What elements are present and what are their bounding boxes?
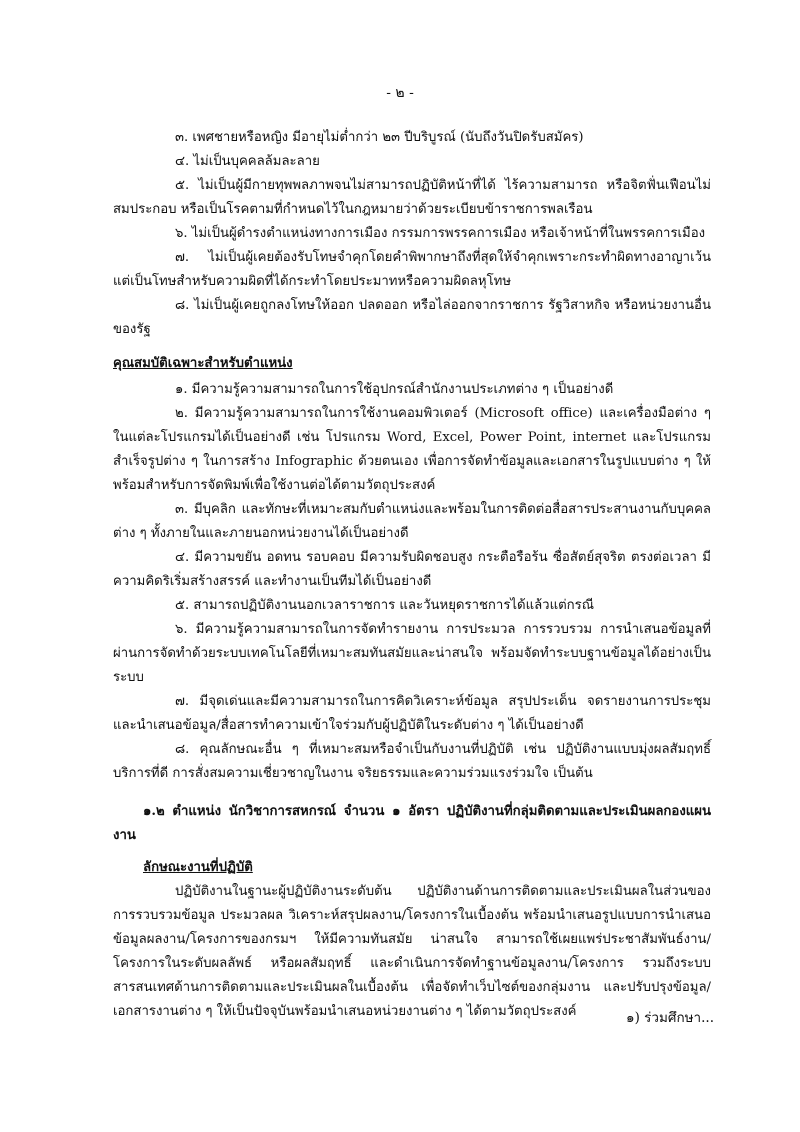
specific-qualification-item: ๗. มีจุดเด่นและมีความสามารถในการคิดวิเคราะห์ข้อมูล สรุปประเด็น จดรายงานการประชุม และนำเสนอข้อมูล/สื่อสารทำความเข้าใจร่วมกับผู้ปฏิบัติในระดับต่าง ๆ ได้เป็นอย่างดี <box>113 694 711 733</box>
qualification-item: ๕. ไม่เป็นผู้มีกายทุพพลภาพจนไม่สามารถปฏิบัติหน้าที่ได้ ไร้ความสามารถ หรือจิตฟั่นเฟือนไม่สมประกอบ หรือเป็นโรคตามที่กำหนดไว้ในกฎหมายว่าด้วยระเบียบข้าราชการพลเรือน <box>113 178 711 217</box>
specific-qualification-item: ๓. มีบุคลิก และทักษะที่เหมาะสมกับตำแหน่งและพร้อมในการติดต่อสื่อสารประสานงานกับบุคคลต่าง ๆ ทั้งภายในและภายนอกหน่วยงานได้เป็นอย่างดี <box>113 502 711 541</box>
document-body <box>113 126 711 1024</box>
qualification-item: ๗. ไม่เป็นผู้เคยต้องรับโทษจำคุกโดยคำพิพากษาถึงที่สุดให้จำคุกเพราะกระทำผิดทางอาญาเว้นแต่เป็นโทษสำหรับความผิดที่ได้กระทำโดยประมาทหรือความผิดลหุโทษ <box>113 250 711 289</box>
qualification-item: ๘. ไม่เป็นผู้เคยถูกลงโทษให้ออก ปลดออก หรือไล่ออกจากราชการ รัฐวิสาหกิจ หรือหน่วยงานอื่นของรัฐ <box>113 298 711 337</box>
duty-description: ปฏิบัติงานในฐานะผู้ปฏิบัติงานระดับต้น ปฏิบัติงานด้านการติดตามและประเมินผลในส่วนของการรวบรวมข้อมูล ประมวลผล วิเคราะห์สรุปผลงาน/โครงการในเบื้องต้น พร้อมนำเสนอรูปแบบการนำเสนอข้อมูลผลงาน/โครงการของกรมฯ ให้มีความทันสมัย น่าสนใจ สามารถใช้เผยแพร่ประชาสัมพันธ์งาน/โครงการในระดับผลลัพธ์ หรือผลสัมฤทธิ์ และดำเนินการจัดทำฐานข้อมูลงาน/โครงการ รวมถึงระบบสารสนเทศด้านการติดตามและประเมินผลในเบื้องต้น เพื่อจัดทำเว็บไซต์ของกลุ่มงาน และปรับปรุงข้อมูล/เอกสารงานต่าง ๆ ให้เป็นปัจจุบันพร้อมนำเสนอหน่วยงานต่าง ๆ ได้ตามวัตถุประสงค์ <box>113 884 711 1019</box>
specific-qualification-item: ๖. มีความรู้ความสามารถในการจัดทำรายงาน การประมวล การรวบรวม การนำเสนอข้อมูลที่ผ่านการจัดทำด้วยระบบเทคโนโลยีที่เหมาะสมทันสมัยและน่าสนใจ พร้อมจัดทำระบบฐานข้อมูลได้อย่างเป็นระบบ <box>113 622 711 685</box>
specific-qualifications-heading: คุณสมบัติเฉพาะสำหรับตำแหน่ง <box>113 356 293 371</box>
duty-heading: ลักษณะงานที่ปฏิบัติ <box>143 860 253 875</box>
specific-qualification-item: ๑. มีความรู้ความสามารถในการใช้อุปกรณ์สำนักงานประเภทต่าง ๆ เป็นอย่างดี <box>175 382 614 397</box>
specific-qualification-item: ๘. คุณลักษณะอื่น ๆ ที่เหมาะสมหรือจำเป็นกับงานที่ปฏิบัติ เช่น ปฏิบัติงานแบบมุ่งผลสัมฤทธิ์ บริการที่ดี การสั่งสมความเชี่ยวชาญในงาน จริยธรรมและความร่วมแรงร่วมใจ เป็นต้น <box>113 742 711 781</box>
specific-qualification-item: ๔. มีความขยัน อดทน รอบคอบ มีความรับผิดชอบสูง กระตือรือร้น ซื่อสัตย์สุจริต ตรงต่อเวลา มีความคิดริเริ่มสร้างสรรค์ และทำงานเป็นทีมได้เป็นอย่างดี <box>113 550 711 589</box>
qualification-item: ๓. เพศชายหรือหญิง มีอายุไม่ต่ำกว่า ๒๓ ปีบริบูรณ์ (นับถึงวันปิดรับสมัคร) <box>175 130 584 145</box>
page-number: - ๒ - <box>386 85 414 101</box>
specific-qualification-item: ๕. สามารถปฏิบัติงานนอกเวลาราชการ และวันหยุดราชการได้แล้วแต่กรณี <box>175 598 594 613</box>
position-heading: ๑.๒ ตำแหน่ง นักวิชาการสหกรณ์ จำนวน ๑ อัตรา ปฏิบัติงานที่กลุ่มติดตามและประเมินผลกองแผนงาน <box>113 804 711 843</box>
qualification-item: ๔. ไม่เป็นบุคคลล้มละลาย <box>175 154 320 169</box>
specific-qualification-item: ๒. มีความรู้ความสามารถในการใช้งานคอมพิวเตอร์ (Microsoft office) และเครื่องมือต่าง ๆ ในแต่ละโปรแกรมได้เป็นอย่างดี เช่น โปรแกรม Word, Excel, Power Point, internet และโปรแกรมสำเร็จรูปต่าง ๆ ในการสร้าง Infographic ด้วยตนเอง เพื่อการจัดทำข้อมูลและเอกสารในรูปแบบต่าง ๆ ให้พร้อมสำหรับการจัดพิมพ์เพื่อใช้งานต่อได้ตามวัตถุประสงค์ <box>113 406 711 493</box>
next-page-marker: ๑) ร่วมศึกษา... <box>626 1010 714 1026</box>
qualification-item: ๖. ไม่เป็นผู้ดำรงตำแหน่งทางการเมือง กรรมการพรรคการเมือง หรือเจ้าหน้าที่ในพรรคการเมือง <box>175 226 706 241</box>
